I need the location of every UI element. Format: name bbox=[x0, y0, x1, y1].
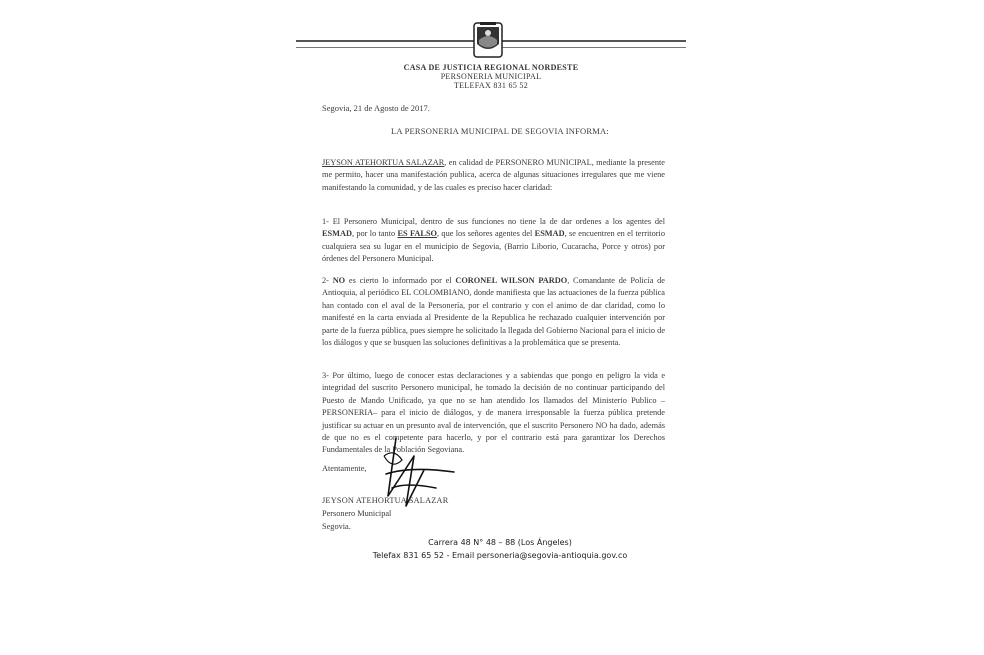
signer-name: JEYSON ATEHORTUA SALAZAR bbox=[322, 496, 449, 505]
point-2-no: NO bbox=[332, 276, 346, 285]
point-2-text-c: es cierto lo informado por el bbox=[345, 276, 456, 285]
footer-contact: Telefax 831 65 52 - Email personeria@segovia-antioquia.gov.co bbox=[372, 551, 628, 560]
letterhead-office: CASA DE JUSTICIA REGIONAL NORDESTE bbox=[403, 63, 579, 72]
municipal-crest-icon bbox=[468, 20, 508, 60]
signer-place: Segovia. bbox=[322, 522, 351, 531]
point-1-es-falso: ES FALSO bbox=[397, 229, 438, 239]
point-1-text-e: , que los señores agentes del bbox=[437, 229, 535, 239]
letterhead-telefax: TELEFAX 831 65 52 bbox=[453, 81, 529, 90]
intro-paragraph bbox=[322, 157, 665, 194]
point-1-paragraph bbox=[322, 216, 665, 266]
place-date: Segovia, 21 de Agosto de 2017. bbox=[322, 103, 430, 113]
signer-title: Personero Municipal bbox=[322, 509, 392, 518]
intro-name: JEYSON ATEHORTUA SALAZAR bbox=[322, 158, 445, 167]
letter-heading: LA PERSONERIA MUNICIPAL DE SEGOVIA INFORMA: bbox=[391, 126, 609, 136]
point-2-paragraph bbox=[322, 275, 665, 349]
point-1-text-a: 1- El Personero Municipal, dentro de sus funciones no tiene la de dar ordenes a los agentes del bbox=[322, 217, 665, 226]
point-2-text-e: , Comandante de Policía de Antioquia, al periódico EL COLOMBIANO, donde manifiesta que las actuaciones de la fuerza pública han contado con el aval de la Personería, por el contrario y con el animo de dar claridad, como lo manifesté en la carta enviada al Presidente de la Republica he rechazado cualquier intervención por parte de la fuerza pública, pues siempre he solicitado la llegada del Gobierno Nacional para el inicio de los diálogos y que se busquen las soluciones definitivas a la problemática que se presenta. bbox=[322, 276, 665, 348]
letterhead bbox=[296, 20, 686, 96]
footer-address: Carrera 48 N° 48 – 88 (Los Ángeles) bbox=[428, 538, 572, 547]
point-3-paragraph: 3- Por último, luego de conocer estas declaraciones y a sabiendas que pongo en peligro la vida e integridad del suscrito Personero municipal, he tomado la decisión de no continuar participando del Puesto de Mando Unificado, ya que no se han atendido los llamados del Ministerio Publico – PERSONERIA– para el inicio de diálogos, y de manera irresponsable la fuerza pública pretende justificar su actuar en un presunto aval de intervención, que el suscrito Personero NO ha dado, además de que no es el competente para hacerlo, y por el contrario está para garantizar los Derechos Fundamentales de la Población Segoviana. bbox=[322, 371, 665, 455]
point-2-text-a: 2- bbox=[322, 276, 333, 285]
point-1-text-g: , se encuentren en el territorio cualquiera sea su lugar en el municipio de Segovia, (Barrio Liborio, Cucaracha, Porce y otros) por órdenes del Personero Municipal. bbox=[322, 229, 665, 264]
point-1-esmad-2: ESMAD bbox=[534, 229, 565, 239]
letterhead-department: PERSONERIA MUNICIPAL bbox=[440, 72, 542, 81]
point-1-esmad: ESMAD bbox=[322, 229, 352, 239]
intro-text: , en calidad de PERSONERO MUNICIPAL, mediante la presente me permito, hacer una manifestación publica, acerca de algunas situaciones irregulares que me viene manifestando la comunidad, y de las cuales es preciso hacer claridad: bbox=[322, 158, 665, 192]
point-1-text-c: , por lo tanto bbox=[351, 229, 398, 239]
point-2-coronel: CORONEL WILSON PARDO bbox=[455, 276, 568, 285]
closing: Atentamente, bbox=[322, 464, 367, 473]
